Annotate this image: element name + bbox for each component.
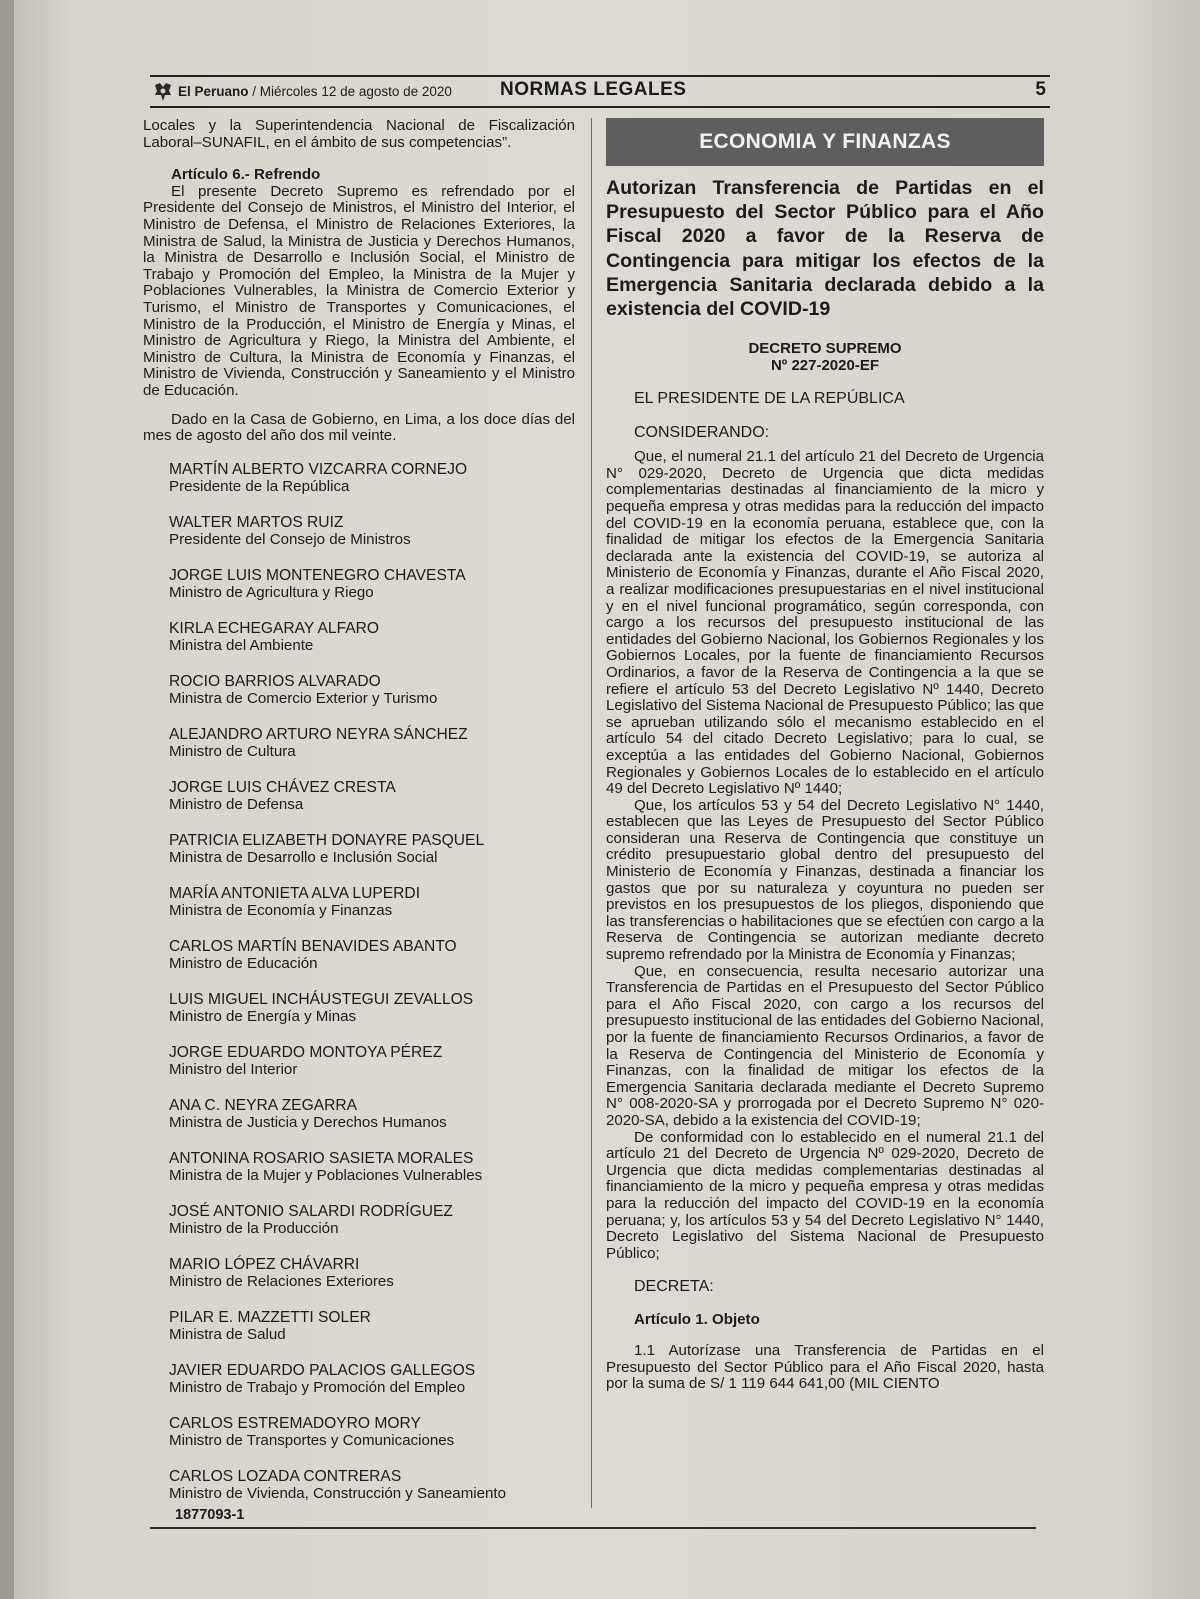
signer-role: Presidente del Consejo de Ministros [169, 531, 411, 549]
signers-list [143, 461, 575, 1503]
section-header: NORMAS LEGALES [500, 79, 687, 100]
header-top-rule [150, 75, 1050, 77]
signer-name: ANTONINA ROSARIO SASIETA MORALES [169, 1149, 474, 1167]
signer-name: MARÍA ANTONIETA ALVA LUPERDI [169, 884, 421, 902]
signer-role: Ministro de Vivienda, Construcción y Saneamiento [169, 1485, 506, 1503]
signer [169, 1203, 575, 1238]
given-text: Dado en la Casa de Gobierno, en Lima, a los doce días del mes de agosto del año dos mil veinte. [143, 410, 575, 445]
signer-name: LUIS MIGUEL INCHÁUSTEGUI ZEVALLOS [169, 990, 474, 1008]
signer-name: ANA C. NEYRA ZEGARRA [169, 1096, 358, 1114]
signer-name: ROCIO BARRIOS ALVARADO [169, 672, 381, 690]
signer [169, 991, 575, 1026]
signer-name: KIRLA ECHEGARAY ALFARO [169, 619, 380, 637]
signer [169, 1362, 575, 1397]
signer-role: Ministro de Agricultura y Riego [169, 584, 374, 602]
signer [169, 832, 575, 867]
president-line: EL PRESIDENTE DE LA REPÚBLICA [634, 390, 905, 408]
signer [169, 567, 575, 602]
signer-role: Ministro de Educación [169, 955, 318, 973]
article-1-title: Artículo 1. Objeto [634, 1311, 760, 1329]
considering-paragraph-1: Que, el numeral 21.1 del artículo 21 del Decreto de Urgencia N° 029-2020, Decreto de Urgencia que dicta medidas complementarias destinadas al financiamiento de la micro y pequeña empresa y otras medidas para la reducción del impacto del COVID-19 en la economía peruana, establece que, con la finalidad de mitigar los efectos de la Emergencia Sanitaria declarada ante la existencia del COVID-19, se autoriza al Ministerio de Economía y Finanzas, durante el Año Fiscal 2020, a realizar modificaciones presupuestarias en el nivel institucional y en el nivel funcional programático, según corresponda, con cargo a los recursos del presupuesto institucional de las entidades del Gobierno Nacional, los Gobiernos Regionales y los Gobiernos Locales, por la fuente de financiamiento Recursos Ordinarios, a favor de la Reserva de Contingencia a la que se refiere el artículo 53 del Decreto Legislativo Nº 1440, Decreto Legislativo del Sistema Nacional de Presupuesto Público; las que se aprueban utilizando sólo el mecanismo establecido en el artículo 54 del citado Decreto Legislativo; para lo cual, se exceptúa a las entidades del Gobierno Nacional, Gobiernos Regionales y Gobiernos Locales de lo establecido en el artículo 49 del Decreto Legislativo Nº 1440; [606, 448, 1044, 798]
signer-role: Ministra de Desarrollo e Inclusión Social [169, 849, 438, 867]
signer-name: CARLOS LOZADA CONTRERAS [169, 1467, 402, 1485]
signer-name: JORGE LUIS MONTENEGRO CHAVESTA [169, 566, 466, 584]
reference-code: 1877093-1 [175, 1506, 245, 1523]
signer-role: Ministro de Trabajo y Promoción del Empleo [169, 1379, 466, 1397]
signer [169, 620, 575, 655]
headline: Autorizan Transferencia de Partidas en el Presupuesto del Sector Público para el Año Fiscal 2020 a favor de la Reserva de Contingencia para mitigar los efectos de la Emergencia Sanitaria declarada debido a la existencia del COVID-19 [606, 177, 1044, 321]
signer [169, 514, 575, 549]
signer-role: Ministra de Economía y Finanzas [169, 902, 393, 920]
section-banner: ECONOMIA Y FINANZAS [606, 118, 1044, 166]
considering-paragraph-3: Que, en consecuencia, resulta necesario autorizar una Transferencia de Partidas en el Presupuesto del Sector Público para el Año Fiscal 2020, con cargo a los recursos del presupuesto institucional de las entidades del Gobierno Nacional, por la fuente de financiamiento Recursos Ordinarios, a favor de la Reserva de Contingencia del Ministerio de Economía y Finanzas, con la finalidad de mitigar los efectos de la Emergencia Sanitaria declarada mediante el Decreto Supremo N° 008-2020-SA y prorrogada por el Decreto Supremo N° 020-2020-SA, debido a la existencia del COVID-19; [606, 962, 1044, 1129]
signer-role: Ministra del Ambiente [169, 637, 314, 655]
column-divider [591, 118, 592, 1508]
signer-role: Ministro de Relaciones Exteriores [169, 1273, 394, 1291]
signer [169, 1256, 575, 1291]
page-number: 5 [1035, 79, 1046, 100]
article-1-text: 1.1 Autorízase una Transferencia de Partidas en el Presupuesto del Sector Público para el Año Fiscal 2020, hasta por la suma de S/ 1 119 644 641,00 (MIL CIENTO [606, 1341, 1044, 1393]
signer [169, 1150, 575, 1185]
signer [169, 1097, 575, 1132]
signer-role: Ministra de Comercio Exterior y Turismo [169, 690, 438, 708]
signer-name: JORGE LUIS CHÁVEZ CRESTA [169, 778, 396, 796]
signer-name: MARTÍN ALBERTO VIZCARRA CORNEJO [169, 460, 468, 478]
considering-paragraph-4: De conformidad con lo establecido en el numeral 21.1 del artículo 21 del Decreto de Urgencia Nº 029-2020, Decreto de Urgencia que dicta medidas complementarias destinadas al financiamiento de la micro y pequeña empresa y otras medidas para la reducción del impacto del COVID-19 en la economía peruana; y, los artículos 53 y 54 del Decreto Legislativo N° 1440, Decreto Legislativo del Sistema Nacional de Presupuesto Público; [606, 1128, 1044, 1262]
decrees-label: DECRETA: [634, 1278, 714, 1296]
signer-role: Ministra de la Mujer y Poblaciones Vulnerables [169, 1167, 483, 1185]
signer-role: Ministro de Energía y Minas [169, 1008, 357, 1026]
signer-role: Ministro de Transportes y Comunicaciones [169, 1432, 455, 1450]
signer-role: Ministra de Salud [169, 1326, 286, 1344]
signer-name: PATRICIA ELIZABETH DONAYRE PASQUEL [169, 831, 485, 849]
signer-name: CARLOS MARTÍN BENAVIDES ABANTO [169, 937, 457, 955]
page-bottom-rule [150, 1527, 1036, 1529]
signer-name: CARLOS ESTREMADOYRO MORY [169, 1414, 421, 1432]
masthead [178, 84, 452, 99]
header-bottom-rule [150, 106, 1050, 108]
page-shadow-edge [0, 0, 14, 1599]
signer [169, 779, 575, 814]
decree-type: DECRETO SUPREMO [748, 340, 902, 358]
signer-role: Ministro de Defensa [169, 796, 304, 814]
signer [169, 461, 575, 496]
signer [169, 1309, 575, 1344]
considering-paragraph-2: Que, los artículos 53 y 54 del Decreto Legislativo N° 1440, establecen que las Leyes de Presupuesto del Sector Público consideran una Reserva de Contingencia que constituye un crédito presupuestario global dentro del presupuesto del Ministerio de Economía y Finanzas, destinada a financiar los gastos que por su naturaleza y coyuntura no pueden ser previstos en los presupuestos de los pliegos, disponiendo que las transferencias o habilitaciones que se efectúen con cargo a la Reserva de Contingencia se autorizan mediante decreto supremo refrendado por la Ministra de Economía y Finanzas; [606, 796, 1044, 964]
signer-role: Ministro de Cultura [169, 743, 296, 761]
signer [169, 1415, 575, 1450]
masthead-title: El Peruano [178, 84, 249, 99]
intro-text: Locales y la Superintendencia Nacional de Fiscalización Laboral–SUNAFIL, en el ámbito de sus competencias”. [143, 117, 575, 151]
signer-role: Ministro del Interior [169, 1061, 298, 1079]
signer-name: PILAR E. MAZZETTI SOLER [169, 1308, 371, 1326]
signer [169, 1044, 575, 1079]
signer [169, 726, 575, 761]
signer [169, 938, 575, 973]
page-header [150, 70, 1050, 110]
signer [169, 1468, 575, 1503]
signer [169, 885, 575, 920]
signer-name: ALEJANDRO ARTURO NEYRA SÁNCHEZ [169, 725, 468, 743]
signer-name: JOSÉ ANTONIO SALARDI RODRÍGUEZ [169, 1202, 453, 1220]
national-crest-icon [152, 81, 174, 103]
signer-name: JORGE EDUARDO MONTOYA PÉREZ [169, 1043, 443, 1061]
article-6-text: El presente Decreto Supremo es refrendado por el Presidente del Consejo de Ministros, el Ministro del Interior, el Ministro de Defensa, el Ministro de Relaciones Exteriores, la Ministra de Salud, la Ministra de Justicia y Derechos Humanos, la Ministra de Desarrollo e Inclusión Social, el Ministro de Trabajo y Promoción del Empleo, la Ministra de la Mujer y Poblaciones Vulnerables, la Ministra de Comercio Exterior y Turismo, el Ministro de Transportes y Comunicaciones, el Ministro de la Producción, el Ministro de Energía y Minas, el Ministro de Agricultura y Riego, la Ministra del Ambiente, el Ministro de Cultura, la Ministra de Economía y Finanzas, el Ministro de Vivienda, Construcción y Saneamiento y el Ministro de Educación. [143, 182, 575, 399]
signer-name: WALTER MARTOS RUIZ [169, 513, 344, 531]
signer-role: Presidente de la República [169, 478, 350, 496]
masthead-date: / Miércoles 12 de agosto de 2020 [252, 84, 452, 99]
decree-number: Nº 227-2020-EF [770, 356, 880, 374]
considering-label: CONSIDERANDO: [634, 424, 770, 442]
left-column [143, 118, 575, 1523]
article-6-title: Artículo 6.- Refrendo [171, 166, 321, 184]
signer-role: Ministra de Justicia y Derechos Humanos [169, 1114, 447, 1132]
signer-name: JAVIER EDUARDO PALACIOS GALLEGOS [169, 1361, 476, 1379]
signer-role: Ministro de la Producción [169, 1220, 339, 1238]
right-column [606, 118, 1044, 1393]
signer-name: MARIO LÓPEZ CHÁVARRI [169, 1255, 360, 1273]
signer [169, 673, 575, 708]
